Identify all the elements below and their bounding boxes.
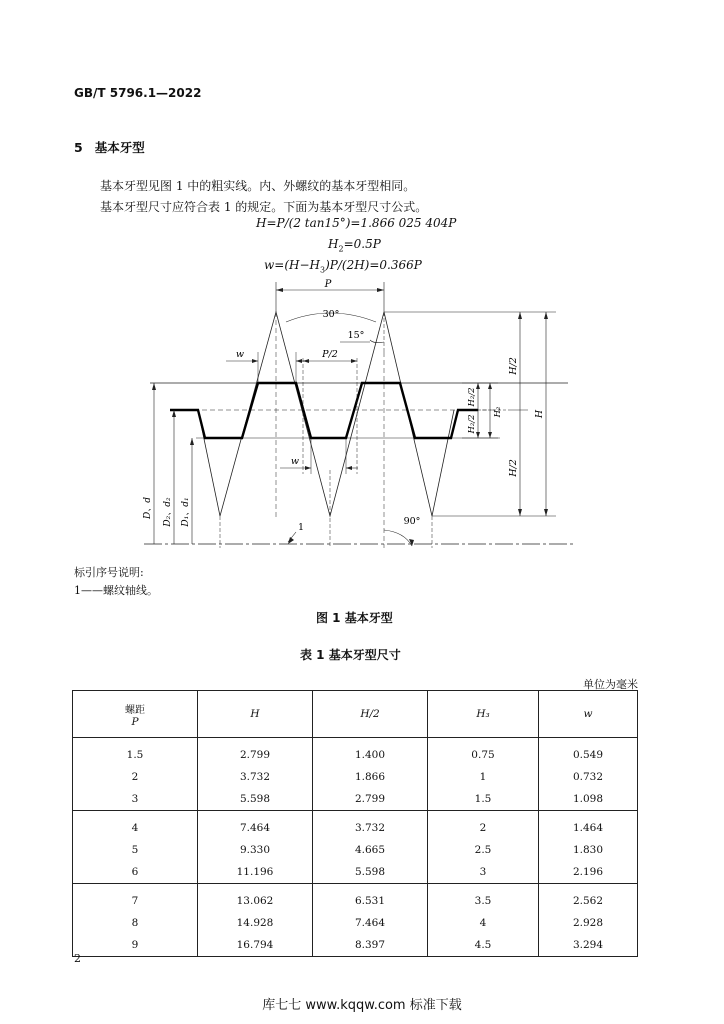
cell-h-half: 3.732: [313, 811, 428, 840]
half-pitch-label: P/2: [322, 349, 338, 360]
cell-h-half: 5.598: [313, 861, 428, 884]
cell-pitch: 2: [73, 766, 198, 788]
cell-pitch: 6: [73, 861, 198, 884]
cell-pitch: 9: [73, 934, 198, 957]
fundamental-triangle: [198, 312, 454, 516]
formula-h2-main: H: [328, 237, 339, 251]
cell-w: 2.196: [539, 861, 638, 884]
cell-w: 1.464: [539, 811, 638, 840]
basic-profile-table: [72, 690, 638, 957]
cell-h: 5.598: [198, 788, 313, 811]
cell-h3: 0.75: [428, 738, 539, 767]
cell-h3: 4: [428, 912, 539, 934]
table-row: [73, 738, 638, 767]
cell-w: 0.549: [539, 738, 638, 767]
table-row: [73, 884, 638, 913]
table-row: [73, 934, 638, 957]
cell-h: 13.062: [198, 884, 313, 913]
formula-h2-sub: 2: [338, 244, 344, 254]
footer-watermark: 库七七 www.kqqw.com 标准下载: [262, 998, 462, 1013]
formula-w-a: w=(H−H: [264, 258, 320, 272]
table-row: [73, 811, 638, 840]
cell-h3: 1: [428, 766, 539, 788]
formula-h: H=P/(2 tan15°)=1.866 025 404P: [256, 216, 457, 230]
cell-h: 16.794: [198, 934, 313, 957]
cell-h-half: 1.400: [313, 738, 428, 767]
cell-h-half: 6.531: [313, 884, 428, 913]
header-w: w: [539, 691, 638, 738]
d1-label: D₁、d₁: [181, 497, 191, 527]
cell-h: 2.799: [198, 738, 313, 767]
formula-w-sub: 3: [320, 265, 326, 275]
angle-15-label: 15°: [347, 330, 365, 341]
h2-half-top-label: H₂/2: [467, 387, 477, 407]
section-title: 基本牙型: [94, 140, 145, 155]
h-half-bottom-label: H/2: [508, 459, 519, 477]
h-label: H: [534, 409, 545, 419]
cell-w: 3.294: [539, 934, 638, 957]
unit-note: 单位为毫米: [583, 678, 638, 691]
table-caption: 表 1 基本牙型尺寸: [300, 648, 401, 662]
standard-number: GB/T 5796.1—2022: [74, 86, 202, 100]
cell-h: 7.464: [198, 811, 313, 840]
w-bottom-label: w: [290, 456, 300, 467]
cell-h3: 3: [428, 861, 539, 884]
cell-w: 1.830: [539, 839, 638, 861]
cell-h3: 4.5: [428, 934, 539, 957]
legend-title: 标引序号说明:: [74, 566, 144, 579]
cell-w: 2.562: [539, 884, 638, 913]
angle-90-label: 90°: [403, 516, 421, 527]
legend-item: 1——螺纹轴线。: [74, 584, 158, 597]
paragraph-1: 基本牙型见图 1 中的粗实线。内、外螺纹的基本牙型相同。: [100, 179, 416, 193]
h-half-top-label: H/2: [508, 357, 519, 375]
section-number: 5: [74, 140, 83, 155]
h2-label: H₂: [493, 406, 503, 418]
d2-label: D₂、d₂: [163, 497, 173, 527]
figure-caption: 图 1 基本牙型: [316, 611, 393, 625]
cell-h: 11.196: [198, 861, 313, 884]
cell-w: 2.928: [539, 912, 638, 934]
table-row: [73, 839, 638, 861]
paragraph-2: 基本牙型尺寸应符合表 1 的规定。下面为基本牙型尺寸公式。: [100, 200, 428, 214]
cell-h-half: 8.397: [313, 934, 428, 957]
header-pitch-symbol: P: [131, 715, 139, 728]
cell-h: 14.928: [198, 912, 313, 934]
cell-h-half: 1.866: [313, 766, 428, 788]
header-pitch: [73, 691, 198, 738]
cell-h3: 2: [428, 811, 539, 840]
header-h-half: H/2: [313, 691, 428, 738]
table-row: [73, 861, 638, 884]
cell-pitch: 7: [73, 884, 198, 913]
cell-pitch: 8: [73, 912, 198, 934]
header-h: H: [198, 691, 313, 738]
table-header-row: [73, 691, 638, 738]
cell-h-half: 7.464: [313, 912, 428, 934]
pitch-label: P: [324, 279, 332, 290]
cell-h: 9.330: [198, 839, 313, 861]
d-label: D、d: [143, 497, 153, 519]
cell-h3: 1.5: [428, 788, 539, 811]
cell-h-half: 4.665: [313, 839, 428, 861]
table-row: [73, 766, 638, 788]
header-pitch-zh: 螺距: [125, 704, 145, 716]
table-row: [73, 912, 638, 934]
table-row: [73, 788, 638, 811]
cell-pitch: 1.5: [73, 738, 198, 767]
cell-w: 0.732: [539, 766, 638, 788]
basic-profile: [170, 383, 478, 438]
cell-w: 1.098: [539, 788, 638, 811]
w-top-label: w: [235, 349, 245, 360]
cell-h3: 3.5: [428, 884, 539, 913]
formula-h2-rest: =0.5P: [343, 237, 381, 251]
angle-30-label: 30°: [322, 309, 340, 320]
header-h3: H₃: [428, 691, 539, 738]
cell-h-half: 2.799: [313, 788, 428, 811]
cell-pitch: 5: [73, 839, 198, 861]
cell-pitch: 4: [73, 811, 198, 840]
cell-h3: 2.5: [428, 839, 539, 861]
cell-pitch: 3: [73, 788, 198, 811]
h2-half-bottom-label: H₂/2: [467, 414, 477, 434]
page-number: 2: [74, 952, 81, 965]
axis-callout: 1: [298, 522, 305, 533]
cell-h: 3.732: [198, 766, 313, 788]
formula-w-b: )P/(2H)=0.366P: [325, 258, 422, 272]
